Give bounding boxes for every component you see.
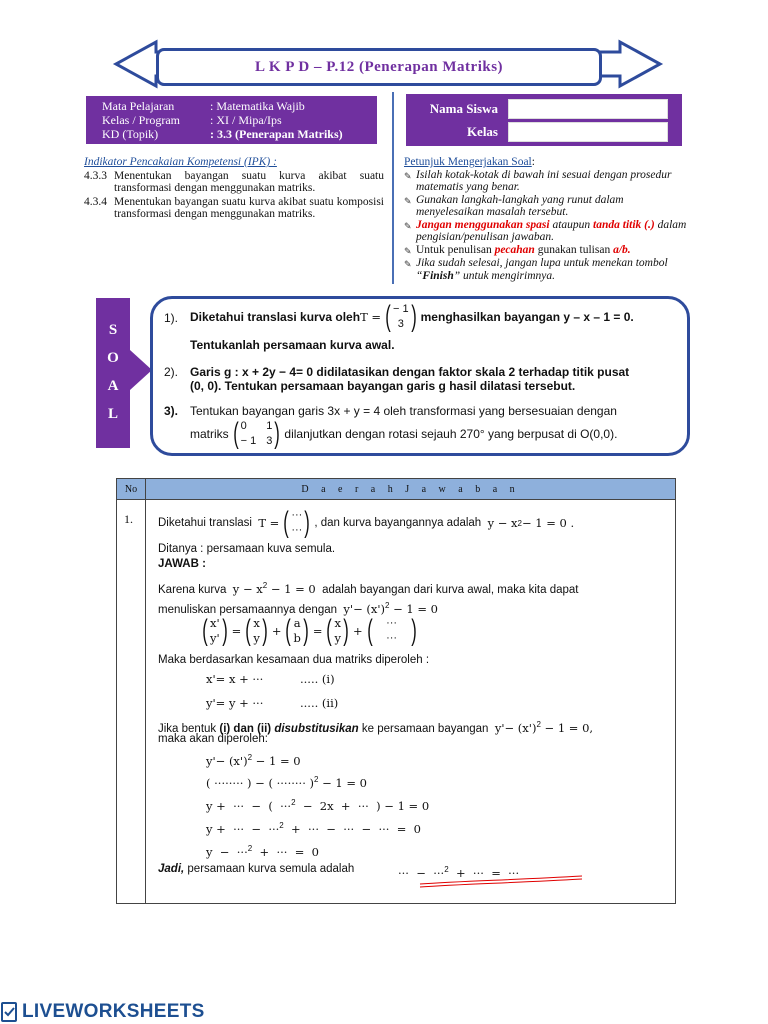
matrix-ab: ( a b ) [285, 614, 309, 647]
answer-input[interactable]: ··· [386, 632, 398, 644]
ans-step-3[interactable]: y + ··· − ( ···$^2$ − 2x + ··· ) − 1 = 0 [206, 798, 430, 813]
instruction-item: ✎ Jangan menggunakan spasi ataupun tanda titik (.) dalam pengisian/penulisan jawaban. [404, 218, 687, 243]
ipk-heading: Indikator Pencakaian Kompetensi (IPK) : [84, 156, 277, 168]
q1-line2: Tentukanlah persamaan kurva awal. [190, 338, 395, 352]
q2-line1: Garis g : x + 2y − 4= 0 didilatasikan dengan faktor skala 2 terhadap titik pusat [190, 365, 630, 379]
q3-line1: Tentukan bayangan garis 3x + y = 4 oleh transformasi yang bersesuaian dengan [190, 404, 617, 418]
pencil-icon: ✎ [404, 245, 412, 256]
instruction-item: ✎ Isilah kotak-kotak di bawah ini sesuai dengan prosedur matematis yang benar. [404, 168, 672, 193]
ans-step-1: $y'- (x')^2 - 1 = 0$ [206, 753, 301, 768]
ans-translation-matrix: ( ··· ··· ) [283, 506, 311, 539]
header-answer-area: D a e r a h J a w a b a n [301, 483, 520, 495]
column-divider [392, 92, 394, 284]
instruction-item: ✎ Jika sudah selesai, jangan lupa untuk menekan tombol “Finish” untuk mengirimnya. [404, 257, 668, 282]
answer-input[interactable]: ··· [291, 509, 303, 521]
pencil-icon: ✎ [404, 195, 412, 206]
subject-info [86, 96, 377, 144]
red-underline [392, 874, 592, 892]
ans-eq-i: x'= x + ··· [206, 672, 264, 686]
student-name-input[interactable] [508, 99, 668, 119]
page-title: L K P D – P.12 (Penerapan Matriks) [156, 48, 602, 86]
ans-equality: Maka berdasarkan kesamaan dua matriks diperoleh : [158, 654, 430, 666]
matrix-xy: ( x y ) [245, 614, 268, 647]
ans-write-eq: menuliskan persamaannya dengan $y'- (x')^2 - 1 = 0$ [158, 601, 438, 616]
pencil-icon: ✎ [404, 259, 412, 269]
ans-reason: Karena kurva $y - x^2 - 1 = 0$ adalah bayangan dari kurva awal, maka kita dapat [158, 581, 579, 596]
student-name-label: Nama Siswa [429, 101, 498, 116]
ipk-item: 4.3.3 Menentukan bayangan suatu kurva akibat suatu transformasi dengan menggunakan matriks. [84, 169, 384, 194]
answer-row-number: 1. [124, 512, 133, 526]
q2-number: 2). [164, 365, 179, 379]
answer-input[interactable]: ··· [291, 524, 303, 536]
matrix-answer: ( ··· ··· ) [366, 614, 417, 647]
ans-step-5[interactable]: y − ···$^2$ + ··· = 0 [206, 844, 319, 859]
ans-eq-i-tag: ..... (i) [300, 672, 335, 686]
ipk-section [84, 156, 384, 221]
instructions-section [404, 156, 688, 282]
instruction-item: ✎ Gunakan langkah-langkah yang runut dalam menyelesaikan masalah tersebut. [404, 193, 624, 218]
q1-matrix: ( − 1 3 ) [385, 300, 417, 333]
subject-row: Mata Pelajaran : Matematika Wajib [102, 99, 305, 113]
ans-asked: Ditanya : persamaan kuva semula. [158, 543, 336, 555]
q1-line1: Diketahui translasi kurva oleh T = ( − 1 3 ) menghasilkan bayangan y – x – 1 = 0. [190, 300, 634, 333]
ans-jawab: JAWAB : [158, 558, 206, 570]
soal-label: S O A L [107, 322, 119, 422]
ans-eq-ii: y'= y + ··· [206, 696, 264, 710]
ans-obtain: maka akan diperoleh: [158, 733, 268, 745]
ans-step-2[interactable]: ( ········ ) − ( ········ )$^2$ − 1 = 0 [206, 775, 367, 790]
footer [0, 1000, 205, 1024]
program-row: Kelas / Program : XI / Mipa/Ips [102, 113, 282, 127]
ans-matrix-equation: ( x' y' ) = ( x y ) + ( a b ) = ( x y ) + ( ··· ··· ) [198, 613, 421, 649]
q2-line2: (0, 0). Tentukan persamaan bayangan garis g hasil dilatasi tersebut. [190, 379, 576, 393]
pencil-icon: ✎ [404, 170, 412, 181]
ipk-item: 4.3.4 Menentukan bayangan suatu kurva akibat suatu komposisi transformasi dengan menggunakan matriks. [84, 195, 384, 220]
instructions-heading: Petunjuk Mengerjakan Soal: [404, 156, 535, 168]
q3-number: 3). [164, 404, 179, 418]
student-info [406, 94, 682, 146]
liveworksheets-logo-icon [0, 1002, 20, 1022]
matrix-xy-2: ( x y ) [326, 614, 349, 647]
kd-row: KD (Topik) : 3.3 (Penerapan Matriks) [102, 127, 343, 141]
ans-given: Diketahui translasi T = ( ··· ··· ) , dan kurva bayangannya adalah y − x 2 − 1 = 0 . [158, 506, 575, 539]
ans-step-4[interactable]: y + ··· − ···$^2$ + ··· − ··· − ··· = 0 [206, 821, 421, 836]
q3-matrix: ( 0 1 − 1 3 ) [232, 417, 281, 450]
matrix-xprime: ( x' y' ) [202, 614, 228, 647]
header-no: No [124, 483, 138, 495]
student-class-input[interactable] [508, 122, 668, 142]
ans-conclusion: Jadi, persamaan kurva semula adalah [158, 863, 355, 875]
q1-number: 1). [164, 311, 179, 325]
ans-eq-ii-tag: ..... (ii) [300, 696, 339, 710]
ans-substitute: Jika bentuk (i) dan (ii) disubstitusikan ke persamaan bayangan $y'- (x')^2 - 1 = 0$, [158, 720, 594, 735]
student-class-label: Kelas [466, 124, 498, 139]
pencil-icon: ✎ [404, 220, 412, 231]
ans-final-answer[interactable]: ··· − ···$^2$ + ··· = ··· [398, 865, 520, 880]
instruction-item: ✎ Untuk penulisan pecahan gunakan tulisan a/b. [404, 243, 631, 256]
footer-logo[interactable]: LIVEWORKSHEETS [22, 1001, 205, 1022]
answer-input[interactable]: ··· [386, 617, 398, 629]
answer-column-divider [145, 479, 146, 903]
q3-line2: matriks ( 0 1 − 1 3 ) dilanjutkan dengan rotasi sejauh 270° yang berpusat di O(0,0). [190, 417, 618, 450]
